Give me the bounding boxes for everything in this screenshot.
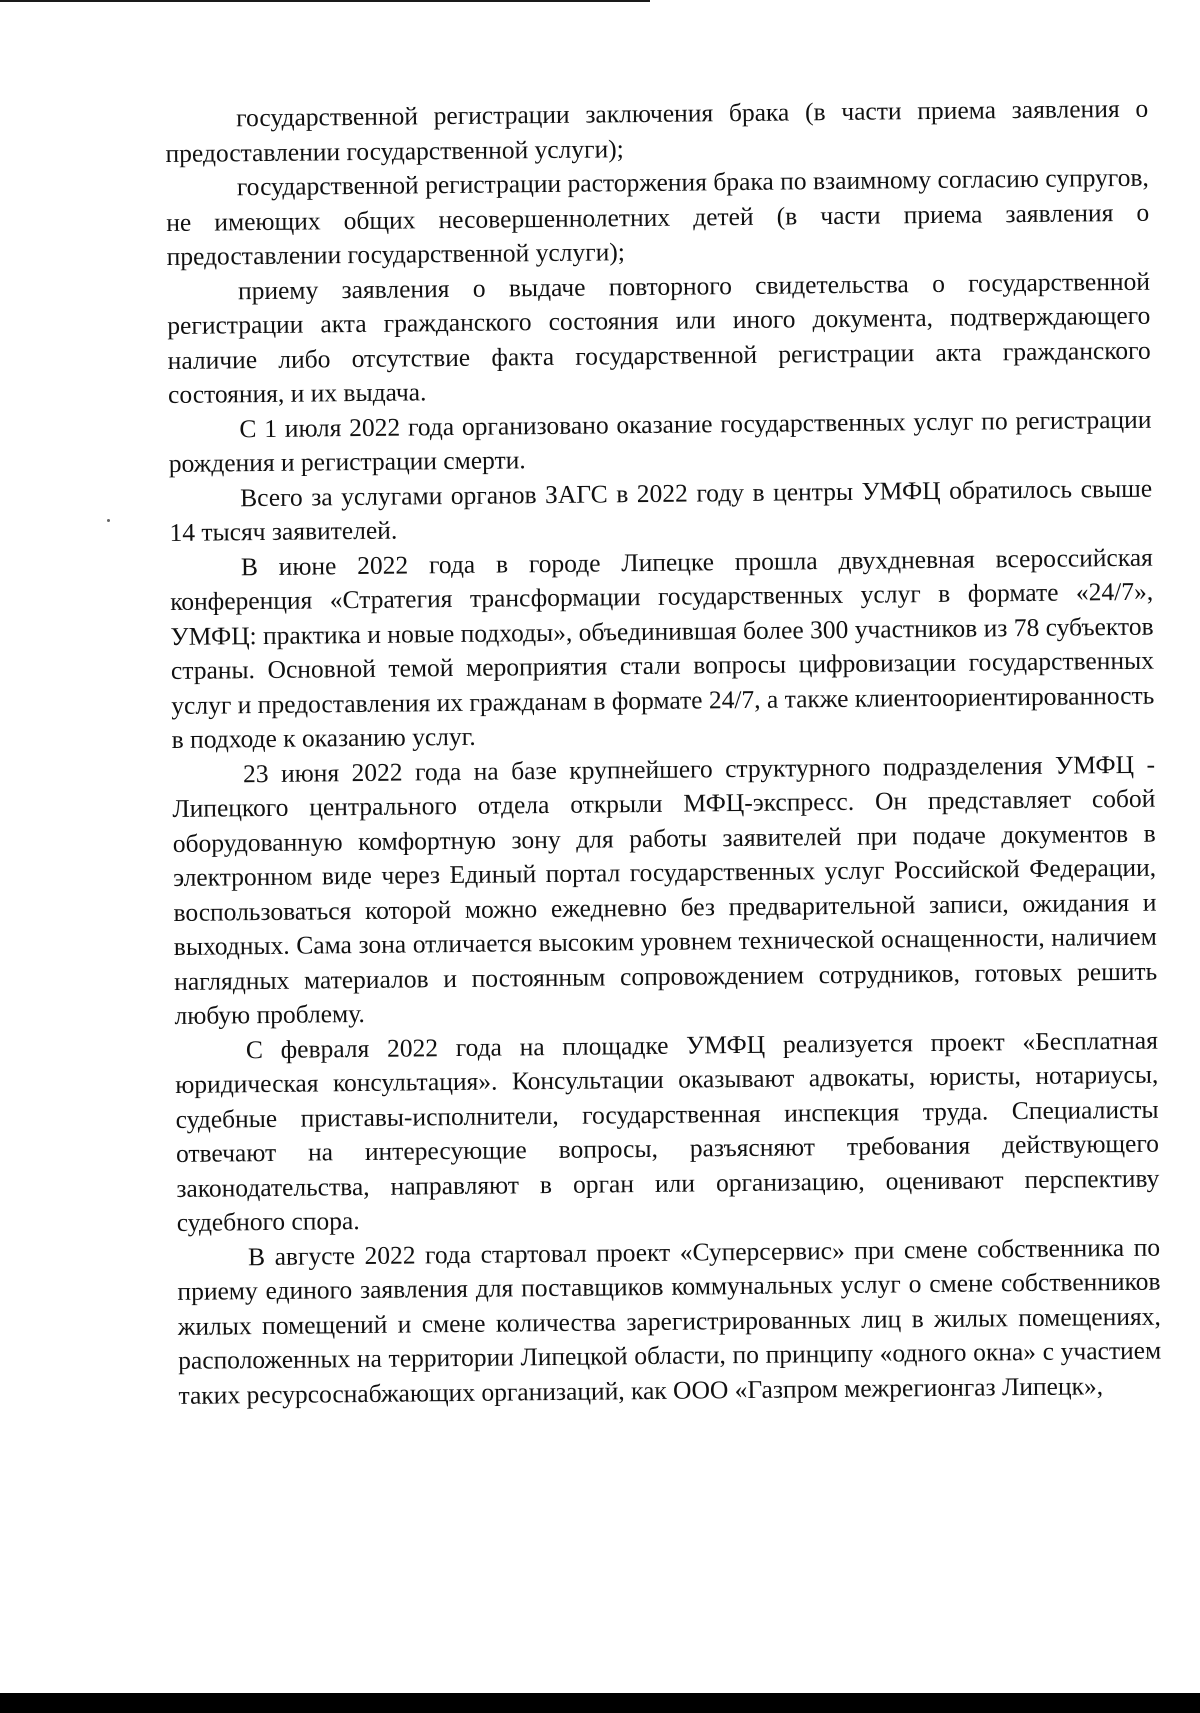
paragraph: государственной регистрации расторжения брака по взаимному согласию супругов, не имеющих общих несовершеннолетних детей (в части приема заявления о предоставлении государственной услуги); — [166, 162, 1150, 271]
scan-speck — [107, 519, 110, 522]
scan-bottom-edge — [0, 1693, 1200, 1713]
paragraph: С 1 июля 2022 года организовано оказание государственных услуг по регистрации рождения и регистрации смерти. — [168, 404, 1152, 478]
paragraph: В августе 2022 года стартовал проект «Суперсервис» при смене собственника по приему единого заявления для поставщиков коммунальных услуг о смене собственников жилых помещений и смене количества зарегистрированных лиц в жилых помещениях, расположенных на территории Липецкой области, по принципу «одного окна» с участием таких ресурсоснабжающих организаций, как ООО «Газпром межрегионгаз Липецк», — [177, 1232, 1162, 1410]
paragraph: приему заявления о выдаче повторного свидетельства о государственной регистрации акта гражданского состояния или иного документа, подтверждающего наличие либо отсутствие факта государственной регистрации акта гражданского состояния, и их выдача. — [167, 266, 1151, 409]
paragraph: 23 июня 2022 года на базе крупнейшего структурного подразделения УМФЦ - Липецкого центрального отдела открыли МФЦ-экспресс. Он представляет собой оборудованную комфортную зону для работы заявителей при подаче документов в электронном виде через Единый портал государственных услуг Российской Федерации, воспользоваться которой можно ежедневно без предварительной записи, ожидания и выходных. Сама зона отличается высоким уровнем технической оснащенности, наличием наглядных материалов и постоянным сопровождением сотрудников, готовых решить любую проблему. — [172, 749, 1158, 1030]
document-body — [165, 92, 1162, 1413]
paragraph: Всего за услугами органов ЗАГС в 2022 году в центры УМФЦ обратилось свыше 14 тысяч заявителей. — [169, 473, 1153, 547]
paragraph: В июне 2022 года в городе Липецке прошла двухдневная всероссийская конференция «Стратегия трансформации государственных услуг в формате «24/7», УМФЦ: практика и новые подходы», объединившая более 300 участников из 78 субъектов страны. Основной темой мероприятия стали вопросы цифровизации государственных услуг и предоставления их гражданам в формате 24/7, а также клиентоориентированность в подходе к оказанию услуг. — [170, 542, 1155, 754]
paragraph: С февраля 2022 года на площадке УМФЦ реализуется проект «Бесплатная юридическая консультация». Консультации оказывают адвокаты, юристы, нотариусы, судебные приставы-исполнители, государственная инспекция труда. Специалисты отвечают на интересующие вопросы, разъясняют требования действующего законодательства, направляют в орган или организацию, оценивают перспективу судебного спора. — [175, 1025, 1160, 1237]
paragraph: государственной регистрации заключения брака (в части приема заявления о предоставлении государственной услуги); — [165, 93, 1149, 168]
scan-top-border — [0, 0, 650, 2]
